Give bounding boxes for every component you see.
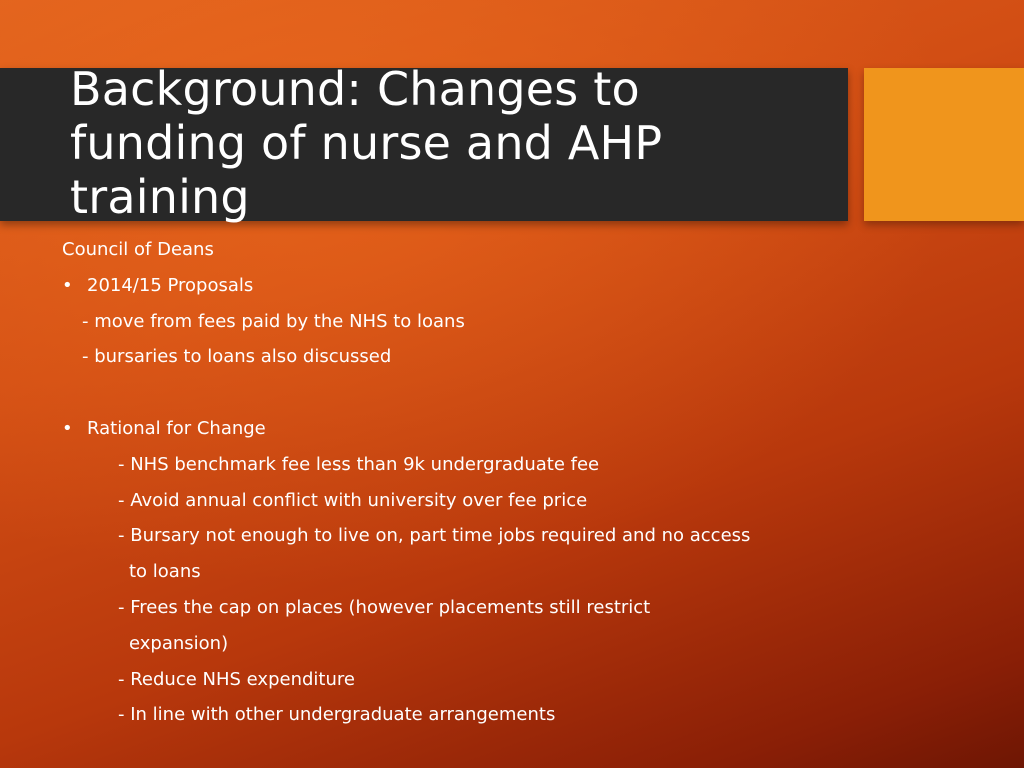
accent-box [864,68,1024,221]
sub-item: - NHS benchmark fee less than 9k undergraduate fee [118,453,600,475]
bullet-item-rational [62,411,962,447]
body-heading: Council of Deans [62,239,214,260]
sub-item-continuation: to loans [129,561,201,583]
sub-item: - move from fees paid by the NHS to loans [82,310,465,332]
bullet-symbol: • [62,274,73,296]
slide-title: Background: Changes to funding of nurse and AHP training [70,62,663,224]
bullet-symbol: • [62,417,73,439]
sub-item-continuation: expansion) [129,632,229,654]
bullet-label: 2014/15 Proposals [87,274,254,296]
slide-body [62,232,962,733]
blank-line [62,375,962,411]
sub-item: - Frees the cap on places (however placements still restrict [118,596,651,618]
sub-item: - Reduce NHS expenditure [118,668,355,690]
bullet-label: Rational for Change [87,417,266,439]
sub-item: - Bursary not enough to live on, part time jobs required and no access [118,525,751,547]
sub-item: - Avoid annual conflict with university over fee price [118,489,588,511]
bullet-item-proposals [62,268,962,304]
sub-item: - In line with other undergraduate arrangements [118,704,556,726]
sub-item: - bursaries to loans also discussed [82,346,392,368]
